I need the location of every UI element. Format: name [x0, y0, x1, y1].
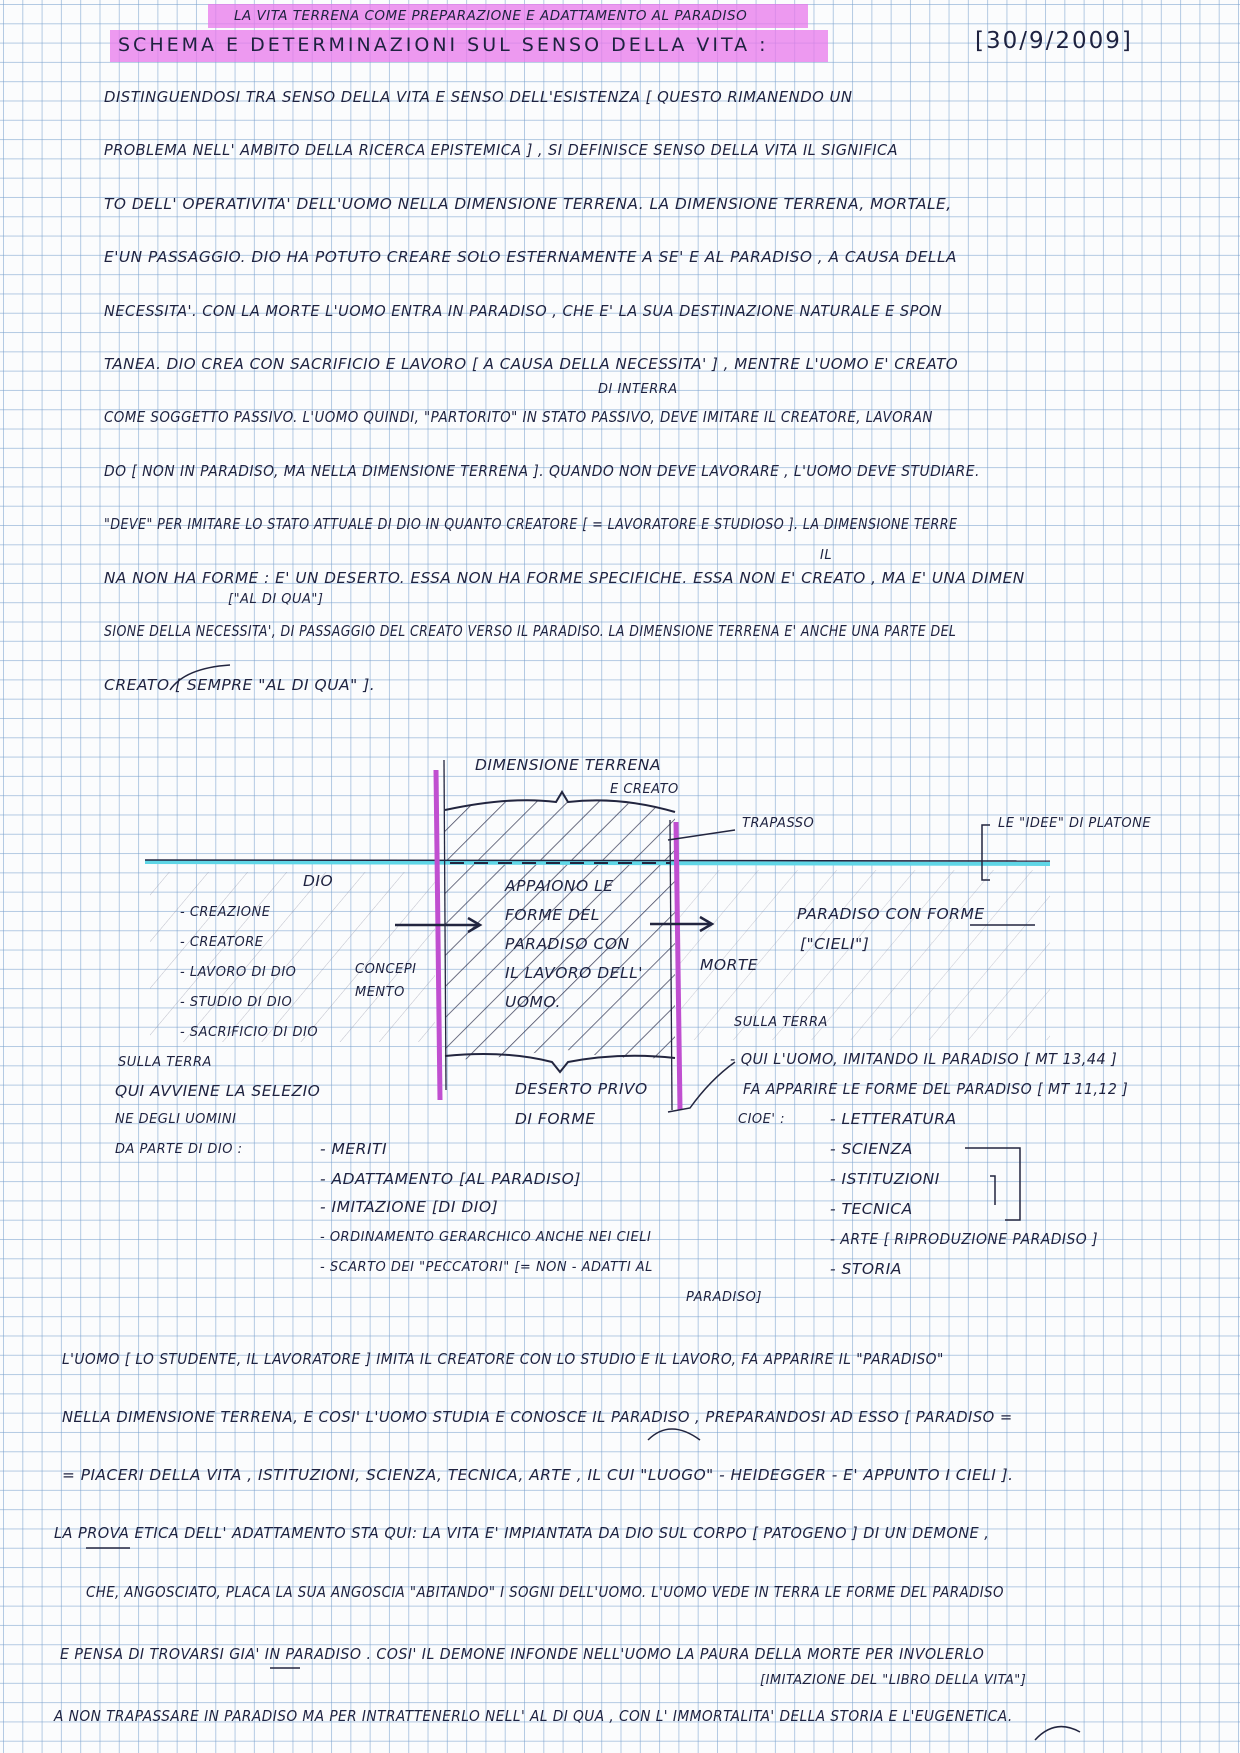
text-line: IL LAVORO DELL' [505, 964, 644, 982]
list-item: - CREAZIONE [180, 905, 271, 920]
list-item: - MERITI [320, 1140, 388, 1158]
text-line: A NON TRAPASSARE IN PARADISO MA PER INTRATTENERLO NELL' AL DI QUA , CON L' IMMORTALITA' DELLA STORIA E L'EUGENETICA. [54, 1707, 1013, 1725]
label-deserto-2: DI FORME [515, 1110, 596, 1128]
text-line: QUI AVVIENE LA SELEZIO [115, 1082, 321, 1100]
label-paradiso-forme: PARADISO CON FORME [797, 905, 985, 923]
page-title-schema: SCHEMA E DETERMINAZIONI SUL SENSO DELLA VITA : [118, 34, 769, 56]
label-dio: DIO [303, 872, 334, 890]
text-line: UOMO. [505, 993, 561, 1011]
text-line: PROBLEMA NELL' AMBITO DELLA RICERCA EPISTEMICA ] , SI DEFINISCE SENSO DELLA VITA IL SIGNIFICA [104, 141, 898, 159]
text-line: E'UN PASSAGGIO. DIO HA POTUTO CREARE SOLO ESTERNAMENTE A SE' E AL PARADISO , A CAUSA DELLA [104, 248, 958, 266]
text-line: APPAIONO LE [505, 877, 614, 895]
list-item: - ADATTAMENTO [AL PARADISO] [320, 1170, 581, 1188]
list-item: - SCIENZA [830, 1140, 913, 1158]
label-e-creato: E CREATO [610, 782, 679, 797]
text-line: CREATO [ SEMPRE "AL DI QUA" ]. [104, 676, 376, 694]
list-item: PARADISO] [686, 1290, 762, 1305]
list-item: - ISTITUZIONI [830, 1170, 940, 1188]
label-morte: MORTE [700, 956, 759, 974]
text-line: CHE, ANGOSCIATO, PLACA LA SUA ANGOSCIA "ABITANDO" I SOGNI DELL'UOMO. L'UOMO VEDE IN TERRA LE FORME DEL PARADISO [86, 1583, 1004, 1601]
text-line: E PENSA DI TROVARSI GIA' IN PARADISO . COSI' IL DEMONE INFONDE NELL'UOMO LA PAURA DELLA MORTE PER INVOLERLO [60, 1645, 985, 1663]
text-line: = PIACERI DELLA VITA , ISTITUZIONI, SCIENZA, TECNICA, ARTE , IL CUI "LUOGO" - HEIDEGGER - E' APPUNTO I CIELI ]. [62, 1466, 1014, 1484]
text-line: TO DELL' OPERATIVITA' DELL'UOMO NELLA DIMENSIONE TERRENA. LA DIMENSIONE TERRENA, MORTALE, [104, 195, 952, 213]
list-item: - STUDIO DI DIO [180, 995, 293, 1010]
list-item: - SCARTO DEI "PECCATORI" [= NON - ADATTI AL [320, 1260, 653, 1275]
text-line: TANEA. DIO CREA CON SACRIFICIO E LAVORO [ A CAUSA DELLA NECESSITA' ] , MENTRE L'UOMO E' CREATO [104, 355, 959, 373]
annotation-imitazione: [IMITAZIONE DEL "LIBRO DELLA VITA"] [760, 1673, 1027, 1688]
text-line: NELLA DIMENSIONE TERRENA, E COSI' L'UOMO STUDIA E CONOSCE IL PARADISO , PREPARANDOSI AD ESSO [ PARADISO = [62, 1408, 1013, 1426]
list-item: - LETTERATURA [830, 1110, 957, 1128]
text-line: PARADISO CON [505, 935, 630, 953]
text-line: NE DEGLI UOMINI [115, 1112, 237, 1127]
label-deserto: DESERTO PRIVO [515, 1080, 648, 1098]
text-line: FA APPARIRE LE FORME DEL PARADISO [ MT 11,12 ] [743, 1080, 1129, 1098]
page-title-top: LA VITA TERRENA COME PREPARAZIONE E ADATTAMENTO AL PARADISO [234, 8, 748, 24]
annotation-al-di-qua: ["AL DI QUA"] [228, 592, 324, 607]
text-line: CIOE' : [738, 1112, 785, 1127]
text-line: SIONE DELLA NECESSITA', DI PASSAGGIO DEL CREATO VERSO IL PARADISO. LA DIMENSIONE TERRENA E' ANCHE UNA PARTE DEL [104, 622, 957, 640]
label-trapasso: TRAPASSO [742, 816, 815, 831]
list-item: - IMITAZIONE [DI DIO] [320, 1198, 499, 1216]
date-label: [30/9/2009] [975, 28, 1133, 54]
label-concepimento: CONCEPI [355, 962, 417, 977]
label-dimensione-terrena: DIMENSIONE TERRENA [475, 756, 661, 774]
text-line: DO [ NON IN PARADISO, MA NELLA DIMENSIONE TERRENA ]. QUANDO NON DEVE LAVORARE , L'UOMO DEVE STUDIARE. [104, 462, 980, 480]
list-item: - CREATORE [180, 935, 264, 950]
annotation-il: IL [820, 548, 833, 563]
label-concepimento-2: MENTO [355, 985, 405, 1000]
label-sulla-terra-left: SULLA TERRA [118, 1055, 212, 1070]
text-line: - QUI L'UOMO, IMITANDO IL PARADISO [ MT 13,44 ] [730, 1050, 1118, 1068]
text-line: NECESSITA'. CON LA MORTE L'UOMO ENTRA IN PARADISO , CHE E' LA SUA DESTINAZIONE NATURALE E SPON [104, 302, 943, 320]
text-line: LA PROVA ETICA DELL' ADATTAMENTO STA QUI: LA VITA E' IMPIANTATA DA DIO SUL CORPO [ PATOGENO ] DI UN DEMONE , [54, 1524, 990, 1542]
text-line: NA NON HA FORME : E' UN DESERTO. ESSA NON HA FORME SPECIFICHE. ESSA NON E' CREATO , MA E' UNA DIMEN [104, 569, 1025, 587]
list-item: - LAVORO DI DIO [180, 965, 297, 980]
label-sulla-terra-right: SULLA TERRA [734, 1015, 828, 1030]
list-item: - SACRIFICIO DI DIO [180, 1025, 319, 1040]
list-item: - STORIA [830, 1260, 902, 1278]
annotation-di-interra: DI INTERRA [598, 382, 678, 397]
text-line: L'UOMO [ LO STUDENTE, IL LAVORATORE ] IMITA IL CREATORE CON LO STUDIO E IL LAVORO, FA APPARIRE IL "PARADISO" [62, 1350, 944, 1368]
list-item: - ARTE [ RIPRODUZIONE PARADISO ] [830, 1230, 1099, 1248]
text-line: DA PARTE DI DIO : [115, 1142, 243, 1157]
text-line: COME SOGGETTO PASSIVO. L'UOMO QUINDI, "PARTORITO" IN STATO PASSIVO, DEVE IMITARE IL CREATORE, LAVORAN [104, 408, 933, 426]
label-cieli: ["CIELI"] [800, 935, 870, 953]
text-line: DISTINGUENDOSI TRA SENSO DELLA VITA E SENSO DELL'ESISTENZA [ QUESTO RIMANENDO UN [104, 88, 853, 106]
text-line: FORME DEL [505, 906, 600, 924]
list-item: - ORDINAMENTO GERARCHICO ANCHE NEI CIELI [320, 1230, 652, 1245]
list-item: - TECNICA [830, 1200, 913, 1218]
label-idee-platone: LE "IDEE" DI PLATONE [998, 816, 1152, 831]
text-line: "DEVE" PER IMITARE LO STATO ATTUALE DI DIO IN QUANTO CREATORE [ = LAVORATORE E STUDIOSO ]. LA DIMENSIONE TERRE [104, 515, 958, 533]
